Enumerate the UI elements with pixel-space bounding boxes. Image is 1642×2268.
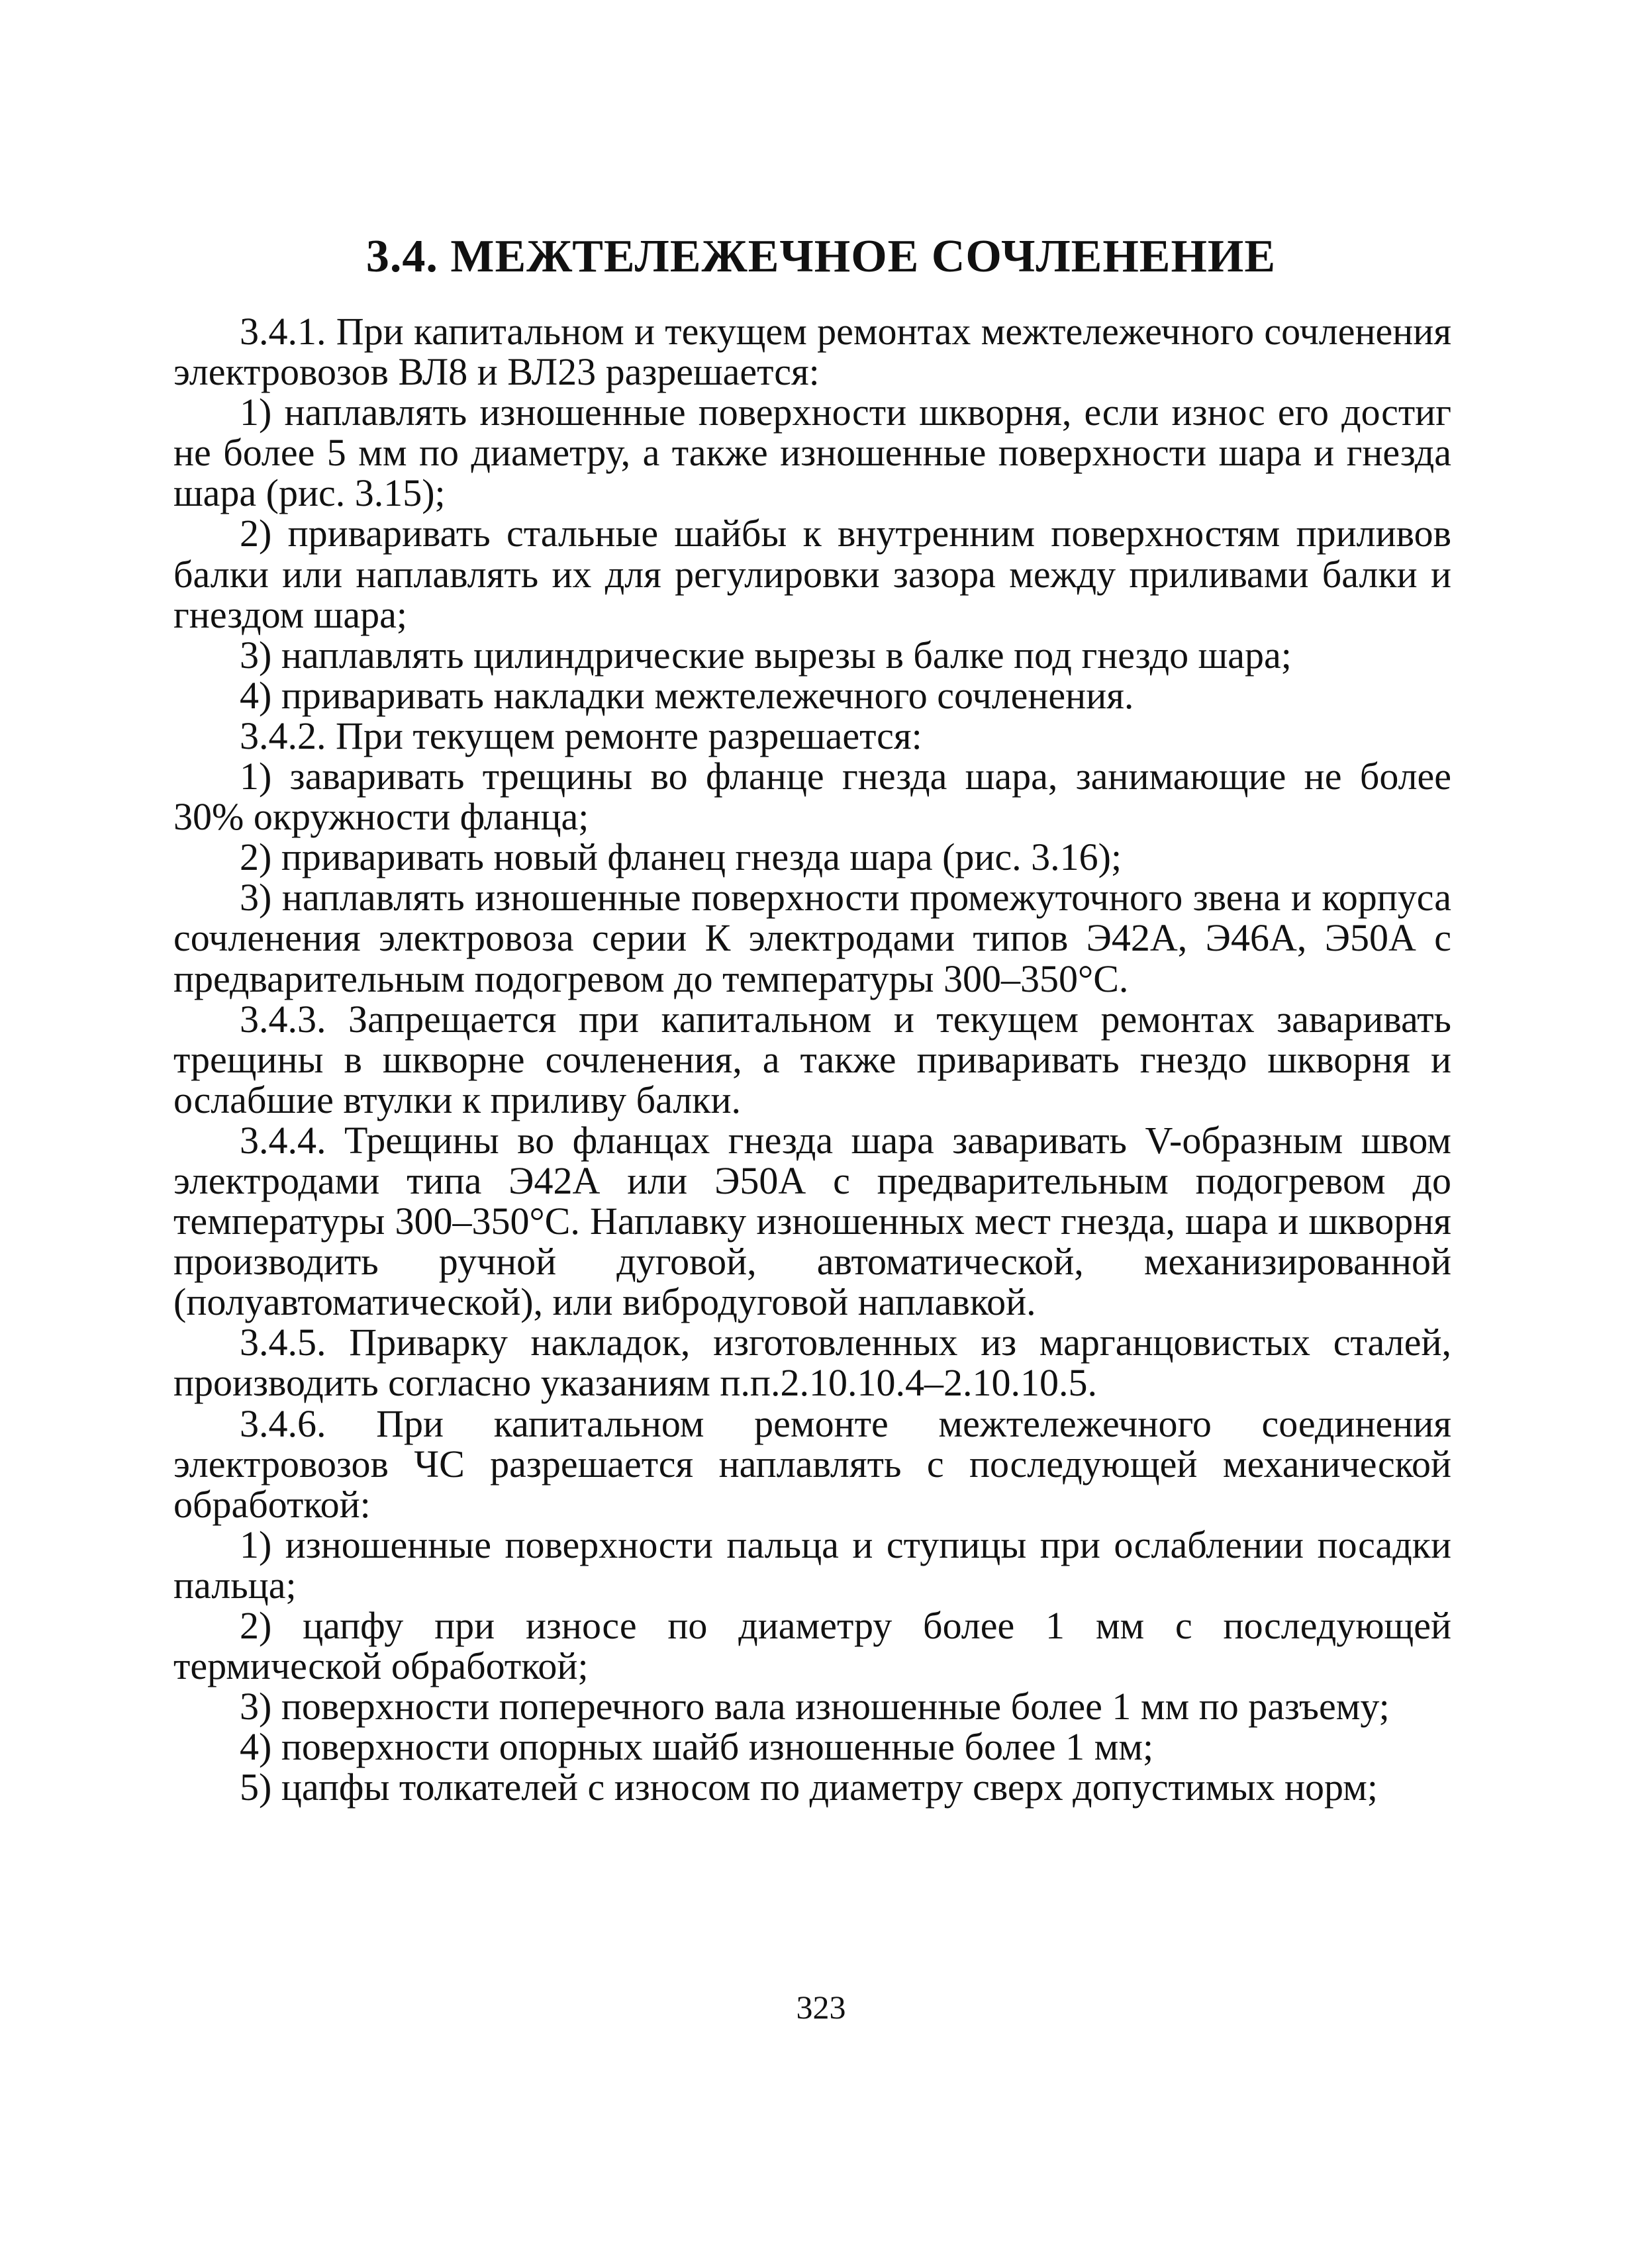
paragraph-3-4-3: 3.4.3. Запрещается при капитальном и текущем ремонтах заваривать трещины в шкворне сочленения, а также приваривать гнездо шкворня и ослабшие втулки к приливу балки.: [173, 997, 1451, 1121]
paragraph-3-4-5: 3.4.5. Приварку накладок, изготовленных из марганцовистых сталей, производить согласно указаниям п.п.2.10.10.4–2.10.10.5.: [173, 1321, 1451, 1405]
section-body: [173, 311, 1451, 1807]
list-item: 2) приваривать стальные шайбы к внутренним поверхностям приливов балки или наплавлять их для регулировки зазора между приливами балки и гнездом шара;: [173, 512, 1451, 636]
list-item: 2) приваривать новый фланец гнезда шара (рис. 3.16);: [240, 835, 1122, 879]
list-item: 1) изношенные поверхности пальца и ступицы при ослаблении посадки пальца;: [173, 1523, 1451, 1607]
list-item: 4) поверхности опорных шайб изношенные более 1 мм;: [240, 1725, 1154, 1769]
list-item: 3) наплавлять цилиндрические вырезы в балке под гнездо шара;: [240, 633, 1292, 677]
paragraph-3-4-4: 3.4.4. Трещины во фланцах гнезда шара заваривать V-образным швом электродами типа Э42А или Э50А с предварительным подогревом до температуры 300–350°С. Наплавку изношенных мест гнезда, шара и шкворня производить ручной дуговой, автоматической, механизированной (полуавтоматической), или вибродуговой наплавкой.: [173, 1118, 1451, 1324]
page-number: 323: [796, 1989, 846, 2026]
list-item: 1) наплавлять изношенные поверхности шкворня, если износ его достиг не более 5 мм по диаметру, а также изношенные поверхности шара и гнезда шара (рис. 3.15);: [173, 391, 1451, 515]
list-item: 3) поверхности поперечного вала изношенные более 1 мм по разъему;: [240, 1685, 1390, 1728]
list-item: 2) цапфу при износе по диаметру более 1 мм с последующей термической обработкой;: [173, 1604, 1451, 1688]
paragraph-3-4-2: 3.4.2. При текущем ремонте разрешается:: [240, 714, 922, 757]
list-item: 4) приваривать накладки межтележечного сочленения.: [240, 673, 1134, 717]
list-item: 1) заваривать трещины во фланце гнезда шара, занимающие не более 30% окружности фланца;: [173, 755, 1451, 839]
list-item: 3) наплавлять изношенные поверхности промежуточного звена и корпуса сочленения электровоза серии К электродами типов Э42А, Э46А, Э50А с предварительным подогревом до температуры 300–350°С.: [173, 876, 1451, 1000]
section-title: 3.4. МЕЖТЕЛЕЖЕЧНОЕ СОЧЛЕНЕНИЕ: [365, 231, 1277, 282]
paragraph-3-4-6: 3.4.6. При капитальном ремонте межтележечного соединения электровозов ЧС разрешается наплавлять с последующей механической обработкой:: [173, 1401, 1451, 1526]
paragraph-3-4-1: 3.4.1. При капитальном и текущем ремонтах межтележечного сочленения электровозов ВЛ8 и ВЛ23 разрешается:: [173, 310, 1451, 394]
list-item: 5) цапфы толкателей с износом по диаметру сверх допустимых норм;: [240, 1766, 1378, 1809]
